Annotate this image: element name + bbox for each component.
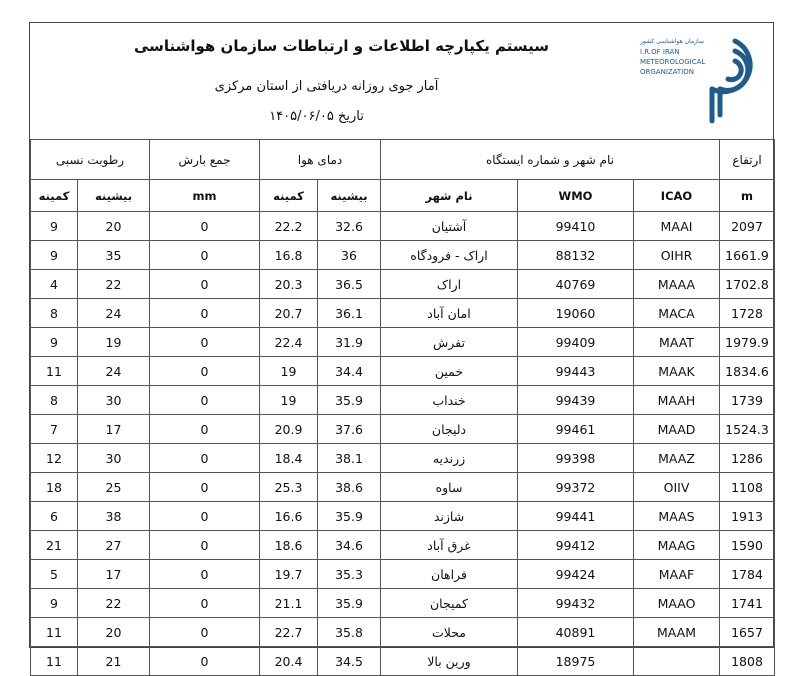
icao-cell: MAAT bbox=[634, 328, 720, 357]
city-name-cell: شازند bbox=[381, 502, 518, 531]
temp-group-header: دمای هوا bbox=[260, 140, 381, 180]
humidity-min-cell: 5 bbox=[31, 560, 78, 589]
icao-cell: MAAO bbox=[634, 589, 720, 618]
city-name-cell: آشتیان bbox=[381, 212, 518, 241]
humidity-max-cell: 27 bbox=[78, 531, 150, 560]
elevation-cell: 1286 bbox=[720, 444, 775, 473]
temp-min-cell: 18.4 bbox=[260, 444, 318, 473]
table-row bbox=[31, 502, 775, 531]
city-name-cell: کمیجان bbox=[381, 589, 518, 618]
elevation-cell: 1741 bbox=[720, 589, 775, 618]
temp-min-cell: 20.4 bbox=[260, 647, 318, 676]
temp-max-cell: 34.6 bbox=[318, 531, 381, 560]
icao-cell: OIIV bbox=[634, 473, 720, 502]
report-title: سیستم یکپارچه اطلاعات و ارتباطات سازمان هواشناسی bbox=[133, 37, 550, 55]
humidity-min-cell: 8 bbox=[31, 386, 78, 415]
temp-max-cell: 38.6 bbox=[318, 473, 381, 502]
city-name-header: نام شهر bbox=[381, 180, 518, 212]
wmo-cell: 99432 bbox=[518, 589, 634, 618]
table-row bbox=[31, 647, 775, 676]
wmo-cell: 99439 bbox=[518, 386, 634, 415]
elevation-cell: 1913 bbox=[720, 502, 775, 531]
wmo-cell: 19060 bbox=[518, 299, 634, 328]
wmo-cell: 99412 bbox=[518, 531, 634, 560]
temp-min-cell: 20.7 bbox=[260, 299, 318, 328]
precip-unit-header: mm bbox=[150, 180, 260, 212]
icao-header: ICAO bbox=[634, 180, 720, 212]
humidity-min-cell: 7 bbox=[31, 415, 78, 444]
report-date: تاریخ ۱۴۰۵/۰۶/۰۵ bbox=[269, 109, 364, 124]
humidity-max-cell: 24 bbox=[78, 299, 150, 328]
humidity-min-cell: 9 bbox=[31, 328, 78, 357]
city-name-cell: فراهان bbox=[381, 560, 518, 589]
precip-cell: 0 bbox=[150, 386, 260, 415]
city-name-cell: امان آباد bbox=[381, 299, 518, 328]
humidity-min-cell: 11 bbox=[31, 647, 78, 676]
icao-cell: MAAG bbox=[634, 531, 720, 560]
precip-cell: 0 bbox=[150, 473, 260, 502]
wmo-cell: 99409 bbox=[518, 328, 634, 357]
temp-max-cell: 36.5 bbox=[318, 270, 381, 299]
temp-max-cell: 32.6 bbox=[318, 212, 381, 241]
humidity-min-cell: 11 bbox=[31, 357, 78, 386]
temp-max-cell: 35.9 bbox=[318, 502, 381, 531]
city-name-cell: زرندیه bbox=[381, 444, 518, 473]
humidity-max-cell: 19 bbox=[78, 328, 150, 357]
humidity-min-cell: 4 bbox=[31, 270, 78, 299]
icao-cell: MAAD bbox=[634, 415, 720, 444]
logo-text bbox=[640, 37, 710, 77]
table-row bbox=[31, 328, 775, 357]
report-frame bbox=[29, 22, 774, 669]
city-name-cell: اراک - فرودگاه bbox=[381, 241, 518, 270]
header-row-subs bbox=[31, 180, 775, 212]
humidity-min-cell: 21 bbox=[31, 531, 78, 560]
temp-min-cell: 19.7 bbox=[260, 560, 318, 589]
logo-swirl-icon bbox=[704, 35, 766, 127]
temp-min-cell: 16.8 bbox=[260, 241, 318, 270]
precip-cell: 0 bbox=[150, 299, 260, 328]
elevation-cell: 1661.9 bbox=[720, 241, 775, 270]
elevation-group-header: ارتفاع bbox=[720, 140, 775, 180]
temp-min-cell: 25.3 bbox=[260, 473, 318, 502]
table-row bbox=[31, 589, 775, 618]
wmo-cell: 88132 bbox=[518, 241, 634, 270]
icao-cell: MAAK bbox=[634, 357, 720, 386]
temp-max-header: بیشینه bbox=[318, 180, 381, 212]
temp-max-cell: 34.4 bbox=[318, 357, 381, 386]
temp-max-cell: 37.6 bbox=[318, 415, 381, 444]
temp-max-cell: 35.8 bbox=[318, 618, 381, 647]
precip-group-header: جمع بارش bbox=[150, 140, 260, 180]
precip-cell: 0 bbox=[150, 589, 260, 618]
wmo-cell: 99443 bbox=[518, 357, 634, 386]
humidity-min-cell: 8 bbox=[31, 299, 78, 328]
city-name-cell: تفرش bbox=[381, 328, 518, 357]
humidity-max-cell: 20 bbox=[78, 618, 150, 647]
temp-min-cell: 22.2 bbox=[260, 212, 318, 241]
temp-min-cell: 19 bbox=[260, 357, 318, 386]
city-name-cell: خمین bbox=[381, 357, 518, 386]
humidity-max-cell: 17 bbox=[78, 560, 150, 589]
temp-min-cell: 16.6 bbox=[260, 502, 318, 531]
logo-text-fa: سازمان هواشناسی کشور bbox=[640, 38, 704, 45]
elevation-cell: 1979.9 bbox=[720, 328, 775, 357]
icao-cell: MAAM bbox=[634, 618, 720, 647]
icao-cell: MAAF bbox=[634, 560, 720, 589]
humidity-max-cell: 24 bbox=[78, 357, 150, 386]
humidity-group-header: رطوبت نسبی bbox=[31, 140, 150, 180]
logo-text-line3: ORGANIZATION bbox=[640, 68, 695, 76]
elevation-cell: 2097 bbox=[720, 212, 775, 241]
precip-cell: 0 bbox=[150, 415, 260, 444]
icao-cell: MAAZ bbox=[634, 444, 720, 473]
header-row-groups bbox=[31, 140, 775, 180]
weather-table bbox=[30, 139, 775, 676]
humidity-min-cell: 9 bbox=[31, 241, 78, 270]
elevation-cell: 1108 bbox=[720, 473, 775, 502]
wmo-cell: 99424 bbox=[518, 560, 634, 589]
table-row bbox=[31, 415, 775, 444]
precip-cell: 0 bbox=[150, 531, 260, 560]
elevation-cell: 1657 bbox=[720, 618, 775, 647]
elevation-unit-header: m bbox=[720, 180, 775, 212]
icao-cell bbox=[634, 647, 720, 676]
temp-min-cell: 19 bbox=[260, 386, 318, 415]
precip-cell: 0 bbox=[150, 241, 260, 270]
wmo-cell: 99410 bbox=[518, 212, 634, 241]
temp-max-cell: 34.5 bbox=[318, 647, 381, 676]
city-name-cell: غرق آباد bbox=[381, 531, 518, 560]
icao-cell: MACA bbox=[634, 299, 720, 328]
report-header bbox=[30, 23, 773, 140]
table-row bbox=[31, 270, 775, 299]
city-name-cell: ورین بالا bbox=[381, 647, 518, 676]
precip-cell: 0 bbox=[150, 328, 260, 357]
humidity-min-cell: 9 bbox=[31, 212, 78, 241]
elevation-cell: 1590 bbox=[720, 531, 775, 560]
humidity-max-cell: 35 bbox=[78, 241, 150, 270]
table-row bbox=[31, 473, 775, 502]
humidity-max-cell: 20 bbox=[78, 212, 150, 241]
icao-cell: MAAH bbox=[634, 386, 720, 415]
station-group-header: نام شهر و شماره ایستگاه bbox=[381, 140, 720, 180]
wmo-cell: 18975 bbox=[518, 647, 634, 676]
precip-cell: 0 bbox=[150, 502, 260, 531]
city-name-cell: محلات bbox=[381, 618, 518, 647]
elevation-cell: 1834.6 bbox=[720, 357, 775, 386]
temp-min-cell: 22.7 bbox=[260, 618, 318, 647]
table-row bbox=[31, 444, 775, 473]
temp-min-header: کمینه bbox=[260, 180, 318, 212]
precip-cell: 0 bbox=[150, 647, 260, 676]
elevation-cell: 1808 bbox=[720, 647, 775, 676]
elevation-cell: 1524.3 bbox=[720, 415, 775, 444]
humidity-max-cell: 17 bbox=[78, 415, 150, 444]
table-row bbox=[31, 212, 775, 241]
wmo-cell: 99372 bbox=[518, 473, 634, 502]
temp-min-cell: 20.3 bbox=[260, 270, 318, 299]
temp-max-cell: 35.3 bbox=[318, 560, 381, 589]
humidity-max-header: بیشینه bbox=[78, 180, 150, 212]
temp-max-cell: 31.9 bbox=[318, 328, 381, 357]
icao-cell: MAAA bbox=[634, 270, 720, 299]
precip-cell: 0 bbox=[150, 357, 260, 386]
humidity-min-cell: 12 bbox=[31, 444, 78, 473]
temp-max-cell: 38.1 bbox=[318, 444, 381, 473]
table-row bbox=[31, 299, 775, 328]
humidity-max-cell: 30 bbox=[78, 444, 150, 473]
elevation-cell: 1784 bbox=[720, 560, 775, 589]
humidity-max-cell: 38 bbox=[78, 502, 150, 531]
table-body bbox=[31, 212, 775, 676]
wmo-cell: 99398 bbox=[518, 444, 634, 473]
table-row bbox=[31, 560, 775, 589]
icao-cell: MAAI bbox=[634, 212, 720, 241]
humidity-min-cell: 6 bbox=[31, 502, 78, 531]
table-row bbox=[31, 618, 775, 647]
precip-cell: 0 bbox=[150, 618, 260, 647]
humidity-max-cell: 30 bbox=[78, 386, 150, 415]
temp-max-cell: 36.1 bbox=[318, 299, 381, 328]
wmo-cell: 99441 bbox=[518, 502, 634, 531]
elevation-cell: 1702.8 bbox=[720, 270, 775, 299]
humidity-min-cell: 11 bbox=[31, 618, 78, 647]
table-row bbox=[31, 357, 775, 386]
humidity-max-cell: 25 bbox=[78, 473, 150, 502]
table-row bbox=[31, 241, 775, 270]
precip-cell: 0 bbox=[150, 270, 260, 299]
elevation-cell: 1739 bbox=[720, 386, 775, 415]
temp-min-cell: 18.6 bbox=[260, 531, 318, 560]
temp-max-cell: 36 bbox=[318, 241, 381, 270]
organization-logo bbox=[638, 29, 766, 133]
wmo-cell: 40891 bbox=[518, 618, 634, 647]
temp-max-cell: 35.9 bbox=[318, 386, 381, 415]
temp-min-cell: 22.4 bbox=[260, 328, 318, 357]
humidity-min-cell: 18 bbox=[31, 473, 78, 502]
icao-cell: MAAS bbox=[634, 502, 720, 531]
precip-cell: 0 bbox=[150, 444, 260, 473]
icao-cell: OIHR bbox=[634, 241, 720, 270]
logo-text-line2: METEOROLOGICAL bbox=[640, 58, 706, 66]
humidity-min-cell: 9 bbox=[31, 589, 78, 618]
precip-cell: 0 bbox=[150, 212, 260, 241]
table-row bbox=[31, 531, 775, 560]
temp-min-cell: 20.9 bbox=[260, 415, 318, 444]
city-name-cell: اراک bbox=[381, 270, 518, 299]
table-row bbox=[31, 386, 775, 415]
precip-cell: 0 bbox=[150, 560, 260, 589]
logo-text-line1: I.R.OF IRAN bbox=[640, 48, 680, 56]
humidity-max-cell: 22 bbox=[78, 589, 150, 618]
humidity-max-cell: 22 bbox=[78, 270, 150, 299]
city-name-cell: دلیجان bbox=[381, 415, 518, 444]
city-name-cell: خنداب bbox=[381, 386, 518, 415]
report-subtitle: آمار جوی روزانه دریافتی از استان مرکزی bbox=[214, 79, 439, 94]
humidity-max-cell: 21 bbox=[78, 647, 150, 676]
temp-min-cell: 21.1 bbox=[260, 589, 318, 618]
wmo-header: WMO bbox=[518, 180, 634, 212]
wmo-cell: 40769 bbox=[518, 270, 634, 299]
temp-max-cell: 35.9 bbox=[318, 589, 381, 618]
wmo-cell: 99461 bbox=[518, 415, 634, 444]
humidity-min-header: کمینه bbox=[31, 180, 78, 212]
city-name-cell: ساوه bbox=[381, 473, 518, 502]
elevation-cell: 1728 bbox=[720, 299, 775, 328]
